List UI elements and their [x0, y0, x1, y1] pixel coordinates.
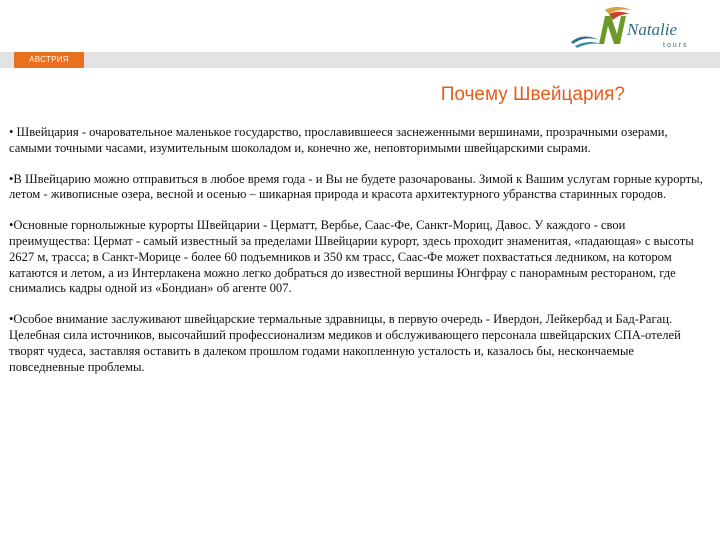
paragraph-ski-resorts: •Основные горнолыжные курорты Швейцарии - Церматт, Вербье, Саас-Фе, Санкт-Мориц, Давос. У каждого - свои преимущества: Цермат - самый известный за пределами Швейцарии курорт, здесь проходит знаменитая, «падающая» с высоты 2627 м, трасса; в Санкт-Морице - более 60 подъемников и 350 км трасс, Саас-Фе может похвастаться ледником, на котором катаются и летом, а из Интерлакена можно легко добраться до известной вершины Юнгфрау с панорамным рестораном, где снимались кадры одной из «Бондиан» об агенте 007. — [9, 218, 694, 296]
header-band — [0, 52, 720, 68]
logo-brand-text: Natalie — [627, 20, 678, 39]
paragraph-thermal-spas: •Особое внимание заслуживают швейцарские термальные здравницы, в первую очередь - Ивердон, Лейкербад и Бад-Рагац. Целебная сила источников, высочайший профессионализм медиков и обслуживающего персонала швейцарских СПА-отелей творят чудеса, заставляя оставить в далеком прошлом годами накопленную усталость и, казалось бы, нескончаемые повседневные проблемы. — [9, 312, 681, 374]
country-tag: АВСТРИЯ — [29, 55, 69, 64]
logo-leaf-icon — [609, 12, 629, 20]
logo-n-letter-icon — [599, 16, 626, 44]
paragraph-seasons: •В Швейцарию можно отправиться в любое время года - и Вы не будете разочарованы. Зимой к Вашим услугам горные курорты, летом - живописные озера, весной и осенью – шикарная природа и красота архитектурного убранства старинных городов. — [9, 171, 703, 202]
paragraph-intro: • Швейцария - очаровательное маленькое государство, прославившееся заснеженными вершинами, прозрачными озерами, самыми точными часами, изумительным шоколадом и, конечно же, неповторимыми швейцарскими сырами. — [9, 125, 668, 155]
logo-sub-text: tours — [663, 42, 689, 49]
natalie-tours-logo — [565, 4, 715, 52]
slide-title: Почему Швейцария? — [440, 84, 625, 105]
slide-body — [9, 125, 709, 390]
